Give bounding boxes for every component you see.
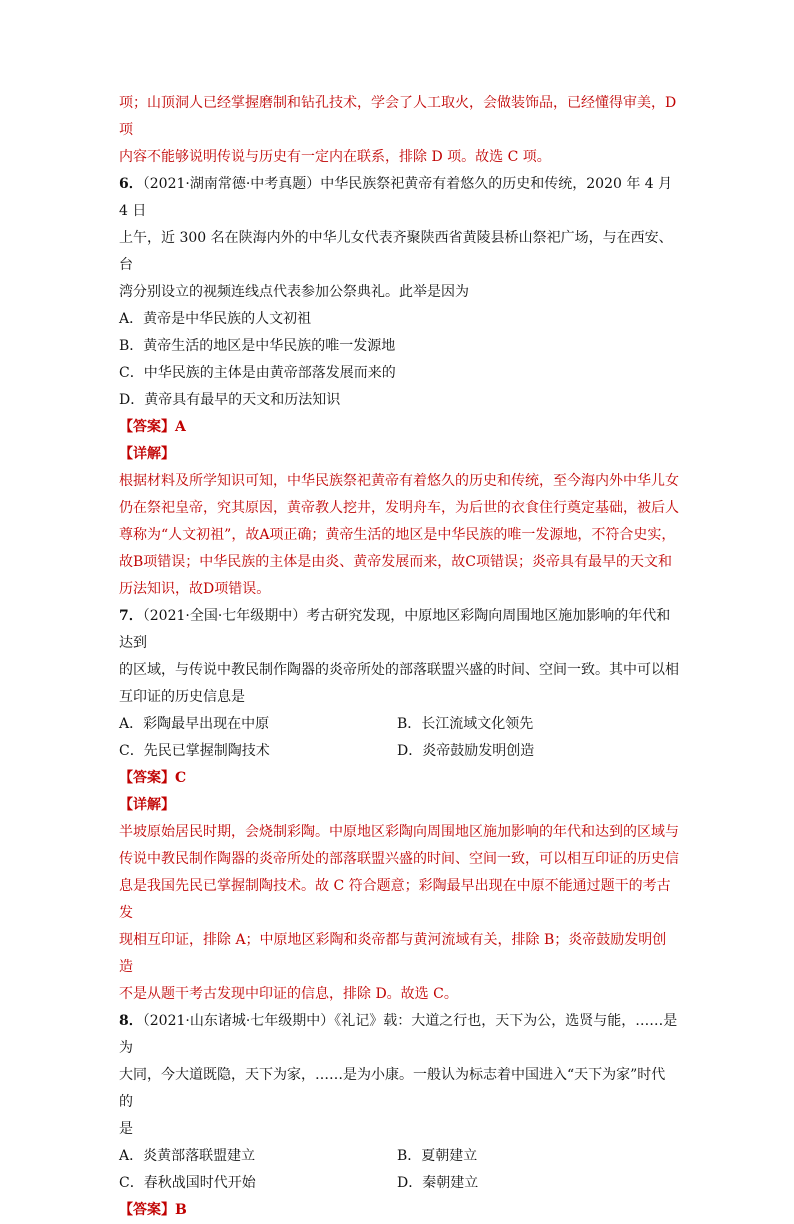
option-row <box>119 1170 679 1197</box>
option-c: C．春秋战国时代开始 <box>119 1175 256 1191</box>
option-b: B．长江流域文化领先 <box>397 716 534 732</box>
question-8 <box>119 1008 679 1224</box>
question-text-line: （2021·全国·七年级期中）考古研究发现，中原地区彩陶向周围地区施加影响的年代和达到 <box>119 608 671 651</box>
answer-label: 【答案】C <box>119 770 187 786</box>
detail-label: 【详解】 <box>119 446 175 462</box>
explanation-line: 尊称为“人文初祖”，故A项正确；黄帝生活的地区是中华民族的唯一发源地，不符合史实， <box>119 527 676 543</box>
question-number: 7． <box>119 608 143 624</box>
option-a: A．黄帝是中华民族的人文初祖 <box>119 311 312 327</box>
explanation-line: 不是从题干考古发现中印证的信息，排除 D。故选 C。 <box>119 986 458 1002</box>
question-stem <box>119 171 679 225</box>
question-7 <box>119 603 679 1008</box>
option-d: D．炎帝鼓励发明创造 <box>397 743 535 759</box>
option-c: C．中华民族的主体是由黄帝部落发展而来的 <box>119 365 396 381</box>
page-content <box>119 90 679 1224</box>
answer-label: 【答案】A <box>119 419 186 435</box>
explanation-line: 故B项错误；中华民族的主体是由炎、黄帝发展而来，故C项错误；炎帝具有最早的天文和 <box>119 554 672 570</box>
explanation-line: 项；山顶洞人已经掌握磨制和钻孔技术，学会了人工取火，会做装饰品，已经懂得审美，D 项 <box>119 95 677 138</box>
question-text-line: 的区域，与传说中教民制作陶器的炎帝所处的部落联盟兴盛的时间、空间一致。其中可以相 <box>119 662 679 678</box>
explanation-line: 半坡原始居民时期，会烧制彩陶。中原地区彩陶向周围地区施加影响的年代和达到的区域与 <box>119 824 679 840</box>
option-row <box>119 1143 679 1170</box>
option-b: B．黄帝生活的地区是中华民族的唯一发源地 <box>119 338 396 354</box>
previous-explanation <box>119 90 679 171</box>
question-stem <box>119 1008 679 1062</box>
explanation-line: 历法知识，故D项错误。 <box>119 581 271 597</box>
option-row <box>119 738 679 765</box>
explanation-line: 传说中教民制作陶器的炎帝所处的部落联盟兴盛的时间、空间一致，可以相互印证的历史信 <box>119 851 679 867</box>
question-text-line: 大同，今大道既隐，天下为家，……是为小康。一般认为标志着中国进入“天下为家”时代的 <box>119 1067 666 1110</box>
option-c: C．先民已掌握制陶技术 <box>119 743 270 759</box>
explanation-line: 息是我国先民已掌握制陶技术。故 C 符合题意；彩陶最早出现在中原不能通过题干的考古发 <box>119 878 671 921</box>
explanation-line: 现相互印证，排除 A；中原地区彩陶和炎帝都与黄河流域有关，排除 B；炎帝鼓励发明创造 <box>119 932 667 975</box>
question-text-line: （2021·山东诸城·七年级期中）《礼记》载：大道之行也，天下为公，选贤与能，……是为 <box>119 1013 678 1056</box>
question-text-line: （2021·湖南常德·中考真题）中华民族祭祀黄帝有着悠久的历史和传统，2020 年 4 月 4 日 <box>119 176 673 219</box>
question-number: 6． <box>119 176 143 192</box>
option-b: B．夏朝建立 <box>397 1148 478 1164</box>
option-a: A．炎黄部落联盟建立 <box>119 1148 256 1164</box>
question-text-line: 互印证的历史信息是 <box>119 689 245 705</box>
question-text-line: 湾分别设立的视频连线点代表参加公祭典礼。此举是因为 <box>119 284 469 300</box>
question-text-line: 是 <box>119 1121 133 1137</box>
option-row <box>119 711 679 738</box>
question-text-line: 上午，近 300 名在陕海内外的中华儿女代表齐聚陕西省黄陵县桥山祭祀广场，与在西安、台 <box>119 230 673 273</box>
question-stem <box>119 603 679 657</box>
explanation-line: 内容不能够说明传说与历史有一定内在联系，排除 D 项。故选 C 项。 <box>119 149 551 165</box>
question-number: 8． <box>119 1013 143 1029</box>
explanation-line: 仍在祭祀皇帝，究其原因，黄帝教人挖井，发明舟车，为后世的衣食住行奠定基础，被后人 <box>119 500 679 516</box>
question-6 <box>119 171 679 603</box>
answer-label: 【答案】B <box>119 1202 187 1218</box>
option-d: D．黄帝具有最早的天文和历法知识 <box>119 392 341 408</box>
detail-label: 【详解】 <box>119 797 175 813</box>
explanation-line: 根据材料及所学知识可知，中华民族祭祀黄帝有着悠久的历史和传统，至今海内外中华儿女 <box>119 473 679 489</box>
option-d: D．秦朝建立 <box>397 1175 479 1191</box>
option-a: A．彩陶最早出现在中原 <box>119 716 270 732</box>
